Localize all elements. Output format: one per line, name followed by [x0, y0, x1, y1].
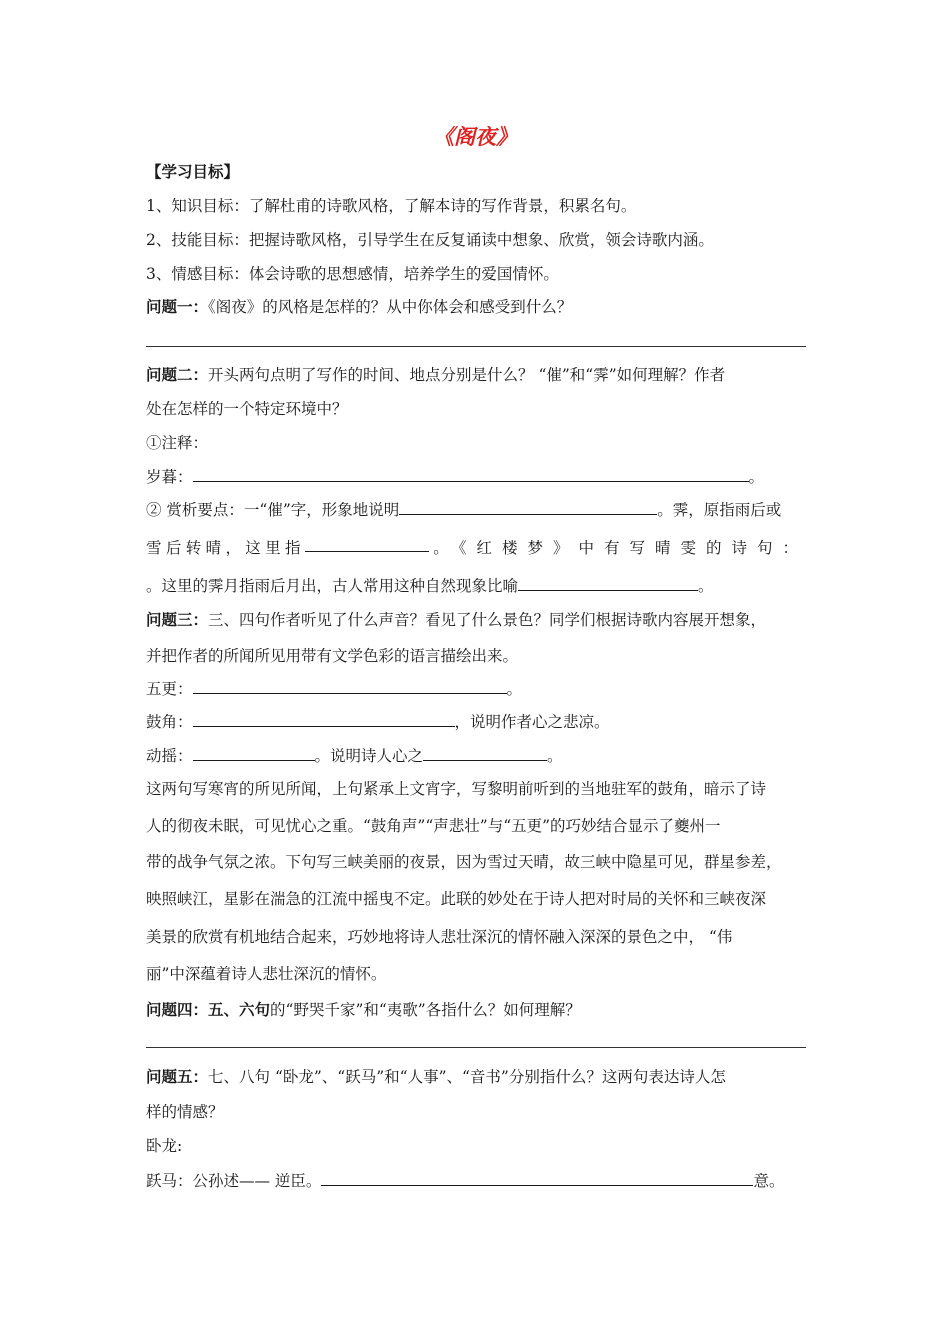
question-4 [146, 999, 816, 1021]
objective-3: 3、情感目标：体会诗歌的思想感情，培养学生的爱国情怀。 [146, 265, 559, 283]
gujiao-label: 鼓角： [146, 713, 193, 731]
appreciate-prefix: ② 赏析要点：一“催”字，形象地说明 [146, 501, 400, 519]
analysis-line-3: 带的战争气氛之浓。下句写三峡美丽的夜景，因为雪过天晴，故三峡中隐星可见，群星参差， [146, 853, 782, 871]
question-4-text: 的“野哭千家”和“夷歌”各指什么？如何理解？ [270, 1001, 581, 1019]
ji-char-2: 后 [165, 539, 182, 557]
wugeng-period: 。 [506, 680, 523, 698]
appreciate-row [146, 499, 816, 521]
question-2-line-1 [146, 364, 816, 386]
analysis-line-6: 丽”中深蕴着诗人悲壮深沉的情怀。 [146, 965, 387, 983]
dongyao-row [146, 745, 816, 767]
jiyue-period: 。 [698, 577, 714, 595]
answer-rule-2 [146, 1047, 806, 1048]
question-1-label: 问题一： [146, 297, 209, 316]
yuema-prefix: 跃马：公孙述—— 逆臣。 [146, 1172, 322, 1190]
suimu-blank[interactable] [193, 467, 749, 482]
wugeng-blank[interactable] [193, 679, 507, 694]
answer-rule-1 [146, 346, 806, 347]
gujiao-row [146, 711, 816, 733]
analysis-line-5: 美景的欣赏有机地结合起来，巧妙地将诗人悲壮深沉的情怀融入深深的景色之中， “伟 [146, 928, 733, 946]
question-5-line-1 [146, 1066, 816, 1088]
suimu-label: 岁暮： [146, 468, 193, 486]
objective-2: 2、技能目标：把握诗歌风格，引导学生在反复诵读中想象、欣赏，领会诗歌内涵。 [146, 231, 714, 249]
suimu-period: 。 [748, 468, 765, 486]
question-2-label: 问题二： [146, 365, 209, 384]
jiyue-row [146, 575, 816, 597]
ji-char-1: 雪 [146, 539, 162, 557]
analysis-line-1: 这两句写寒宵的所见所闻，上句紧承上文宵字，写黎明前听到的当地驻军的鼓角，暗示了诗 [146, 780, 767, 798]
yuema-row [146, 1170, 816, 1192]
ji-char-8: 指 [285, 539, 301, 557]
dongyao-label: 动摇： [146, 747, 193, 765]
ji-char-4: 晴 [205, 539, 222, 557]
question-2-text: 开头两句点明了写作的时间、地点分别是什么？ “催”和“霁”如何理解？作者 [208, 366, 726, 384]
dongyao-blank-2[interactable] [423, 746, 547, 761]
wugeng-label: 五更： [146, 680, 193, 698]
ji-char-6: 这 [245, 539, 261, 557]
question-1-text: 《阁夜》的风格是怎样的？从中你体会和感受到什么？ [208, 298, 573, 316]
dongyao-period: 。 [547, 747, 563, 765]
jiyue-blank[interactable] [518, 576, 698, 591]
dongyao-blank-1[interactable] [193, 746, 315, 761]
gujiao-suffix: ，说明作者心之悲凉。 [454, 713, 610, 731]
yuema-suffix: 意。 [753, 1172, 785, 1190]
question-1 [146, 296, 816, 318]
analysis-line-2: 人的彻夜未眠，可见忧心之重。“鼓角声”“声悲壮”与“五更”的巧妙结合显示了夔州一 [146, 817, 721, 835]
ji-char-5: ， [225, 539, 241, 557]
objectives-header: 【学习目标】 [146, 162, 240, 181]
suimu-row [146, 466, 816, 488]
question-5-text: 七、八句 “卧龙”、“跃马”和“人事”、“音书”分别指什么？这两句表达诗人怎 [208, 1068, 726, 1086]
analysis-line-4: 映照峡江，星影在湍急的江流中摇曳不定。此联的妙处在于诗人把对时局的关怀和三峡夜深 [146, 890, 767, 908]
ji-char-3: 转 [185, 539, 202, 557]
wolong-row: 卧龙: [146, 1137, 183, 1155]
cui-blank[interactable] [399, 500, 657, 515]
question-3-line-1 [146, 609, 816, 631]
yuema-blank[interactable] [321, 1171, 753, 1186]
question-5-line-2: 样的情感？ [146, 1103, 224, 1121]
question-3-text: 三、四句作者听见了什么声音？看见了什么景色？同学们根据诗歌内容展开想象， [208, 611, 767, 629]
wugeng-row [146, 678, 816, 700]
gujiao-blank[interactable] [193, 712, 455, 727]
page-title: 《阁夜》 [433, 124, 517, 149]
ji-blank[interactable] [305, 537, 429, 552]
appreciate-suffix: 。霁，原指雨后或 [657, 501, 782, 519]
hongloumeng-text: 。《红楼梦》中有写晴雯的诗句： [433, 539, 808, 557]
question-4-label: 问题四：五、六句 [146, 1000, 271, 1019]
question-3-label: 问题三： [146, 610, 209, 629]
question-3-line-2: 并把作者的所闻所见用带有文学色彩的语言描绘出来。 [146, 647, 519, 665]
note-header: ①注释： [146, 434, 209, 452]
ji-char-7: 里 [265, 539, 281, 557]
objective-1: 1、知识目标：了解杜甫的诗歌风格，了解本诗的写作背景，积累名句。 [146, 197, 637, 215]
question-2-line-2: 处在怎样的一个特定环境中？ [146, 400, 348, 418]
ji-meaning-row [146, 537, 808, 559]
dongyao-mid: 。说明诗人心之 [314, 747, 424, 765]
jiyue-prefix: 。这里的霁月指雨后月出，古人常用这种自然现象比喻 [146, 577, 519, 595]
question-5-label: 问题五： [146, 1067, 209, 1086]
